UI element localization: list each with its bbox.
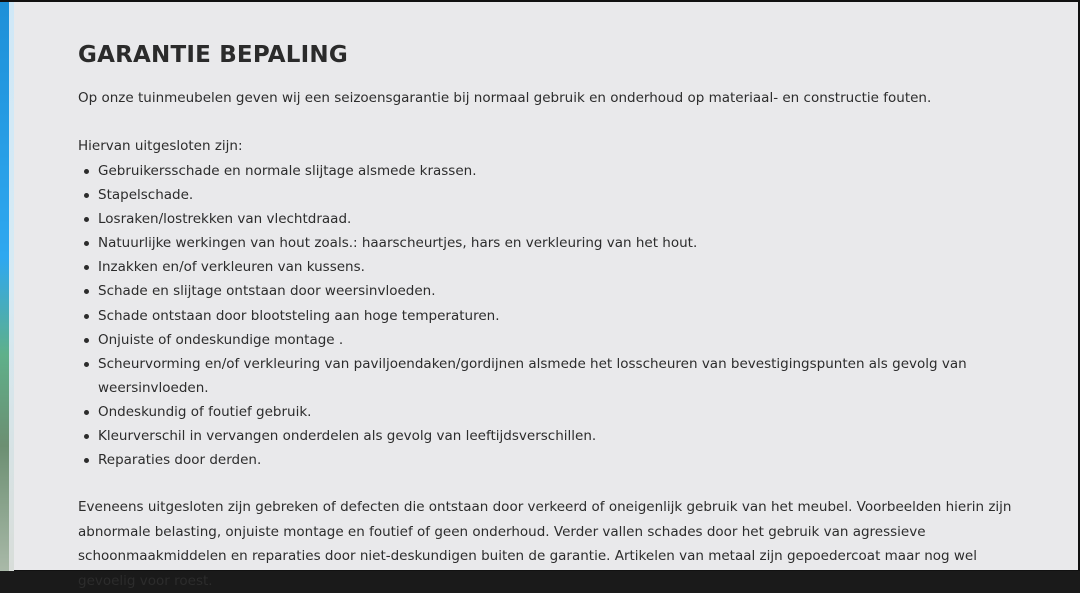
closing-paragraph: Eveneens uitgesloten zijn gebreken of defecten die ontstaan door verkeerd of oneigenlijk gebruik van het meubel. Voorbeelden hierin zijn abnormale belasting, onjuiste montage en foutief of geen onderhoud. Verder vallen schades door het gebruik van agressieve schoonmaakmiddelen en reparaties door niet-deskundigen buiten de garantie. Artikelen van metaal zijn gepoedercoat maar nog wel gevoelig voor roest. <box>78 499 1012 589</box>
page-title: GARANTIE BEPALING <box>78 42 348 68</box>
list-item: Schade en slijtage ontstaan door weersinvloeden. <box>78 279 1058 303</box>
list-item: Gebruikersschade en normale slijtage alsmede krassen. <box>78 159 1058 183</box>
list-item: Stapelschade. <box>78 183 1058 207</box>
background-image-edge <box>0 2 14 571</box>
exclusions-list <box>78 159 1058 472</box>
exclusions-heading: Hiervan uitgesloten zijn: <box>78 138 243 154</box>
list-item: Natuurlijke werkingen van hout zoals.: haarscheurtjes, hars en verkleuring van het hout. <box>78 231 1058 255</box>
list-item: Ondeskundig of foutief gebruik. <box>78 400 1058 424</box>
list-item: Inzakken en/of verkleuren van kussens. <box>78 255 1058 279</box>
list-item: Losraken/lostrekken van vlechtdraad. <box>78 207 1058 231</box>
intro-paragraph: Op onze tuinmeubelen geven wij een seizoensgarantie bij normaal gebruik en onderhoud op materiaal- en constructie fouten. <box>78 90 932 106</box>
list-item: Reparaties door derden. <box>78 448 1058 472</box>
list-item: Kleurverschil in vervangen onderdelen als gevolg van leeftijdsverschillen. <box>78 424 1058 448</box>
list-item: Scheurvorming en/of verkleuring van paviljoendaken/gordijnen alsmede het losscheuren van bevestigingspunten als gevolg van weersinvloeden. <box>78 352 1058 400</box>
warranty-panel <box>14 2 1078 589</box>
list-item: Schade ontstaan door blootsteling aan hoge temperaturen. <box>78 304 1058 328</box>
warranty-content <box>78 42 1058 593</box>
list-item: Onjuiste of ondeskundige montage . <box>78 328 1058 352</box>
